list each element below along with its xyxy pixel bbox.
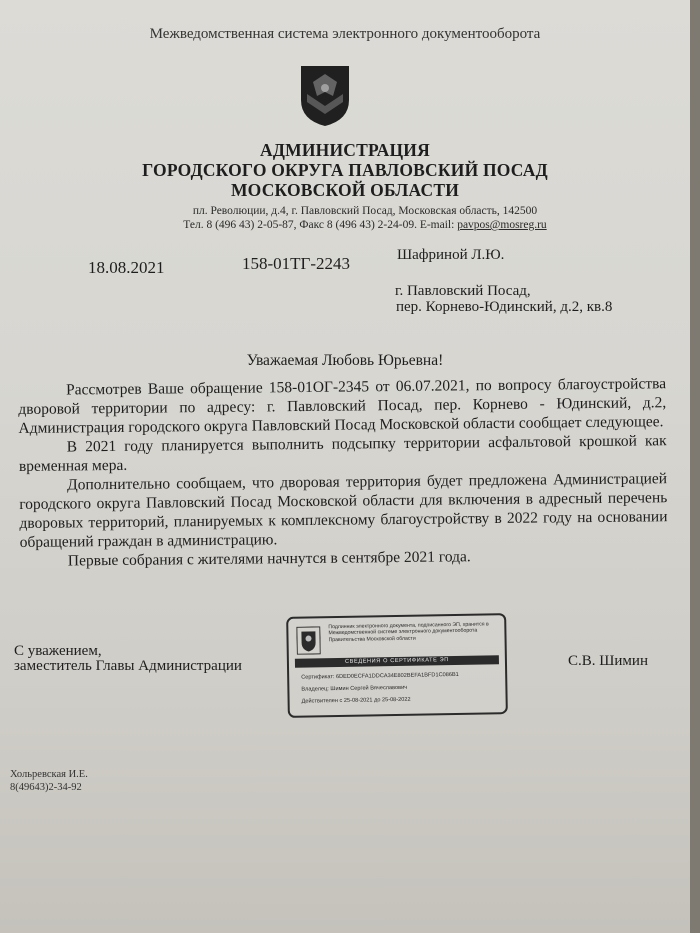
org-name-line1: АДМИНИСТРАЦИЯ xyxy=(260,140,430,160)
stamp-note: Подлинник электронного документа, подписанного ЭП, хранится в Межведомственной системе электронного документооборота Правительства Московской области xyxy=(328,621,489,644)
registration-number: 158-01ТГ-2243 xyxy=(242,254,351,273)
certificate-owner: Владелец: Шимин Сергей Вячеславович xyxy=(301,684,408,693)
page-edge-background xyxy=(690,0,700,933)
signer-position: заместитель Главы Администрации xyxy=(14,658,242,674)
electronic-signature-stamp xyxy=(286,613,508,718)
org-address: пл. Революции, д.4, г. Павловский Посад, Московская область, 142500 xyxy=(192,205,538,217)
org-email-link[interactable]: pavpos@mosreg.ru xyxy=(457,219,547,231)
org-name-line3: МОСКОВСКОЙ ОБЛАСТИ xyxy=(230,180,460,200)
body-paragraph: Рассмотрев Ваше обращение 158-01ОГ-2345 от 06.07.2021, по вопросу благоустройства дворовой территории по адресу: г. Павловский Посад, пер. Корнево - Юдинский, д.2, Администрация городского округа Павловский Посад Московской области сообщает следующее. xyxy=(18,375,667,437)
recipient-street: пер. Корнево-Юдинский, д.2, кв.8 xyxy=(396,299,613,315)
certificate-validity: Действителен с 25-08-2021 до 25-08-2022 xyxy=(301,696,411,705)
stamp-emblem-icon xyxy=(296,626,320,654)
letter-body xyxy=(18,374,668,571)
org-contacts xyxy=(20,219,700,231)
body-paragraph: Первые собрания с жителями начнутся в сентябре 2021 года. xyxy=(67,548,471,570)
signer-name: С.В. Шимин xyxy=(568,653,648,669)
certificate-number: Сертификат: 6DED0ECFA1DDCA34E802BEFA1BFD1C086B1 xyxy=(301,671,459,681)
body-paragraph: Дополнительно сообщаем, что дворовая территория будет предложена Администрацией городского округа Павловский Посад Московской области для включения в адресный перечень дворовых территорий, планируемых к комплексному благоустройству в 2022 году на основании обращений граждан в администрацию. xyxy=(19,470,668,551)
body-paragraph: В 2021 году планируется выполнить подсыпку территории асфальтовой крошкой как временная мера. xyxy=(18,432,667,475)
system-title: Межведомственная система электронного документооборота xyxy=(149,26,541,42)
recipient-name: Шафриной Л.Ю. xyxy=(397,247,505,263)
executor-name: Хольревская И.Е. xyxy=(10,769,88,780)
org-name-line2: ГОРОДСКОГО ОКРУГА ПАВЛОВСКИЙ ПОСАД xyxy=(142,160,548,180)
letter-date: 18.08.2021 xyxy=(88,258,165,277)
stamp-header: СВЕДЕНИЯ О СЕРТИФИКАТЕ ЭП xyxy=(295,655,499,668)
coat-of-arms-icon xyxy=(299,64,351,128)
greeting: Уважаемая Любовь Юрьевна! xyxy=(246,352,444,369)
executor-phone: 8(49643)2-34-92 xyxy=(10,782,82,793)
recipient-city: г. Павловский Посад, xyxy=(395,283,531,299)
org-phone-fax: Тел. 8 (496 43) 2-05-87, Факс 8 (496 43) 2-24-09. E-mail: xyxy=(183,219,458,231)
closing-regards: С уважением, xyxy=(14,643,102,659)
